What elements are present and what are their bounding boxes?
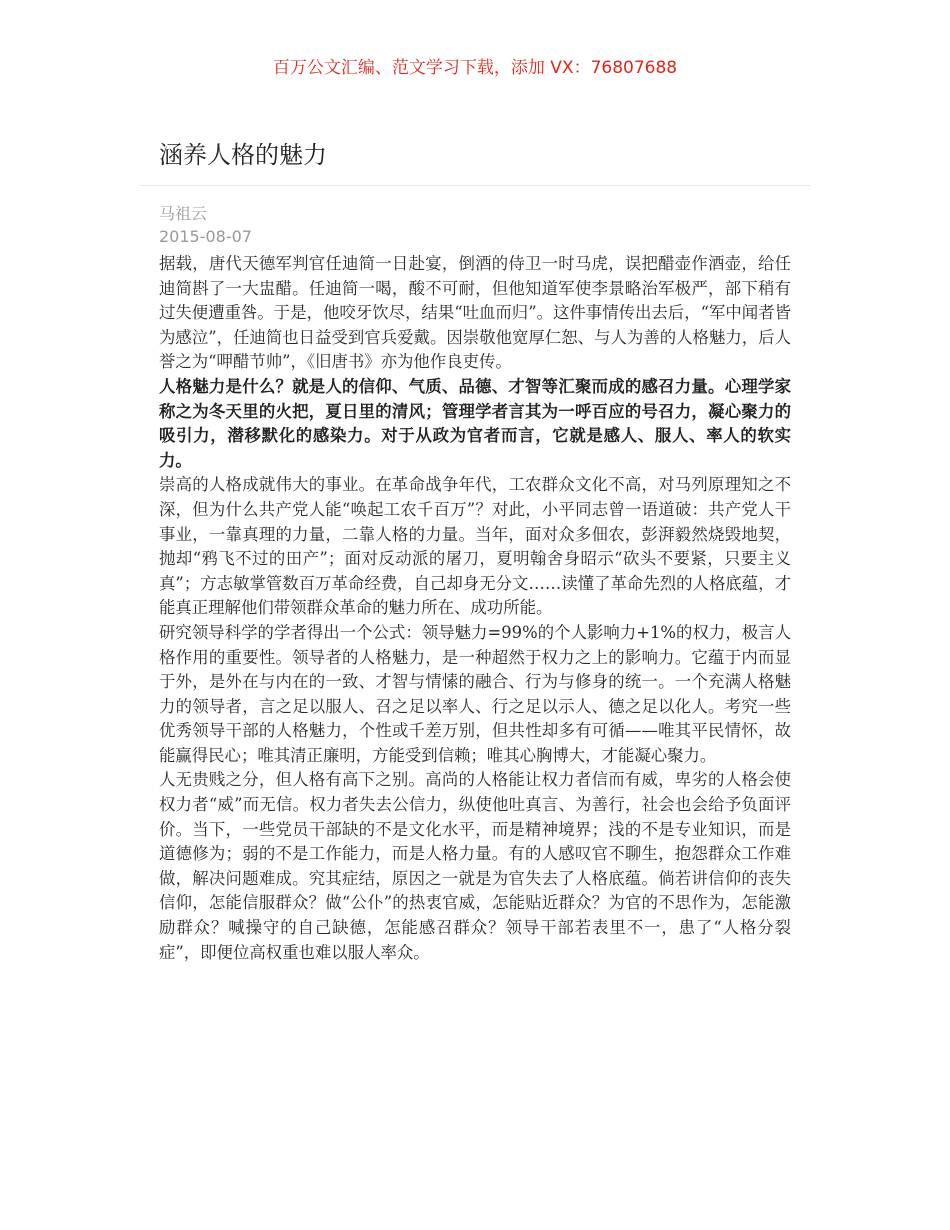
paragraph-definition: 人格魅力是什么？就是人的信仰、气质、品德、才智等汇聚而成的感召力量。心理学家称之为冬天里的火把，夏日里的清风；管理学者言其为一呼百应的号召力，凝心聚力的吸引力，潜移默化的感染力。对于从政为官者而言，它就是感人、服人、率人的软实力。 — [159, 376, 791, 470]
paragraph-revolution: 崇高的人格成就伟大的事业。在革命战争年代，工农群众文化不高，对马列原理知之不深，但为什么共产党人能“唤起工农千百万”？对此，小平同志曾一语道破：共产党人干事业，一靠真理的力量，二靠人格的力量。当年，面对众多佃农，彭湃毅然烧毁地契，抛却“鸦飞不过的田产”；面对反动派的屠刀，夏明翰舍身昭示“砍头不要紧，只要主义真”；方志敏掌管数百万革命经费，自己却身无分文……读懂了革命先烈的人格底蕴，才能真正理解他们带领群众革命的魅力所在、成功所能。 — [159, 475, 791, 618]
article-title: 涵养人格的魅力 — [159, 141, 327, 169]
paragraph-leadership-formula: 研究领导科学的学者得出一个公式：领导魅力=99%的个人影响力+1%的权力，极言人格作用的重要性。领导者的人格魅力，是一种超然于权力之上的影响力。它蕴于内而显于外，是外在与内在的一致、才智与情愫的融合、行为与修身的统一。一个充满人格魅力的领导者，言之足以服人、召之足以率人、行之足以示人、德之足以化人。考究一些优秀领导干部的人格魅力，个性或千差万别，但共性却多有可循——唯其平民情怀，故能赢得民心；唯其清正廉明，方能受到信赖；唯其心胸博大，才能凝心聚力。 — [159, 622, 791, 765]
paragraph-conclusion: 人无贵贱之分，但人格有高下之别。高尚的人格能让权力者信而有威，卑劣的人格会使权力者“威”而无信。权力者失去公信力，纵使他吐真言、为善行，社会也会给予负面评价。当下，一些党员干部缺的不是文化水平，而是精神境界；浅的不是专业知识，而是道德修为；弱的不是工作能力，而是人格力量。有的人感叹官不聊生，抱怨群众工作难做，解决问题难成。究其症结，原因之一就是为官失去了人格底蕴。倘若讲信仰的丧失信仰，怎能信服群众？做“公仆”的热衷官威，怎能贴近群众？为官的不思作为，怎能激励群众？喊操守的自己缺德，怎能感召群众？领导干部若表里不一，患了“人格分裂症”，即便位高权重也难以服人率众。 — [159, 770, 791, 962]
article-meta — [159, 202, 459, 248]
watermark-banner: 百万公文汇编、范文学习下载，添加 VX：76807688 — [272, 58, 678, 78]
author-name: 马祖云 — [159, 204, 208, 223]
paragraph-anecdote: 据载，唐代天德军判官任迪简一日赴宴，倒酒的侍卫一时马虎，误把醋壶作酒壶，给任迪简斟了一大盅醋。任迪简一喝，酸不可耐，但他知道军使李景略治军极严，部下稍有过失便遭重咎。于是，他咬牙饮尽，结果“吐血而归”。这件事情传出去后，“军中闻者皆为感泣”，任迪简也日益受到官兵爱戴。因崇敬他宽厚仁恕、与人为善的人格魅力，后人誉之为“呷醋节帅”，《旧唐书》亦为他作良吏传。 — [159, 254, 791, 372]
title-divider — [140, 185, 810, 186]
publish-date: 2015-08-07 — [159, 227, 252, 246]
article-body — [159, 252, 791, 965]
